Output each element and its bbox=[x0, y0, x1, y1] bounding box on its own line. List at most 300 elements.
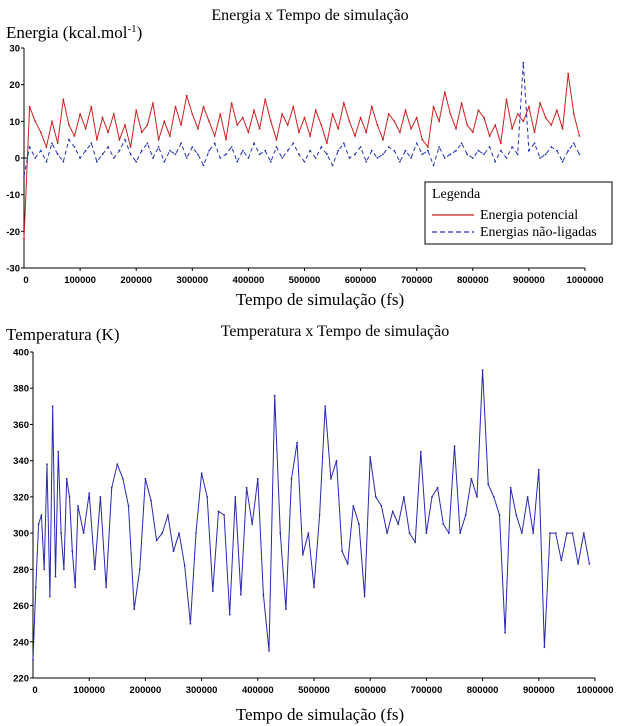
data-point bbox=[88, 492, 90, 494]
x-tick-label: 800000 bbox=[466, 685, 499, 696]
data-point bbox=[354, 135, 356, 137]
data-point bbox=[264, 98, 266, 100]
data-point bbox=[197, 153, 199, 155]
data-point bbox=[377, 124, 379, 126]
data-point bbox=[77, 505, 79, 507]
data-point bbox=[309, 150, 311, 152]
x-tick-label: 400000 bbox=[241, 685, 274, 696]
data-point bbox=[43, 568, 45, 570]
data-point bbox=[124, 124, 126, 126]
data-point bbox=[152, 102, 154, 104]
data-point bbox=[589, 563, 591, 565]
data-point bbox=[482, 369, 484, 371]
data-point bbox=[410, 128, 412, 130]
x-tick-label: 900000 bbox=[513, 275, 545, 286]
energy-chart-title: Energia x Tempo de simulação bbox=[211, 7, 409, 24]
data-point bbox=[371, 106, 373, 108]
y-tick-label: -20 bbox=[6, 226, 20, 238]
x-tick-label-origin: 0 bbox=[32, 685, 38, 696]
data-point bbox=[85, 128, 87, 130]
data-point bbox=[567, 73, 569, 75]
data-point bbox=[236, 161, 238, 163]
data-point bbox=[326, 142, 328, 144]
data-point bbox=[147, 142, 149, 144]
data-point bbox=[349, 120, 351, 122]
data-point bbox=[231, 102, 233, 104]
data-point bbox=[69, 496, 71, 498]
data-point bbox=[223, 514, 225, 516]
data-point bbox=[393, 150, 395, 152]
data-point bbox=[145, 478, 147, 480]
data-point bbox=[122, 478, 124, 480]
data-point bbox=[388, 113, 390, 115]
data-point bbox=[150, 500, 152, 502]
data-point bbox=[287, 150, 289, 152]
data-point bbox=[229, 614, 231, 616]
data-point bbox=[46, 463, 48, 465]
data-point bbox=[57, 451, 59, 453]
y-tick-label: 10 bbox=[9, 116, 20, 128]
data-point bbox=[500, 142, 502, 144]
data-point bbox=[405, 150, 407, 152]
data-point bbox=[521, 532, 523, 534]
data-point bbox=[504, 632, 506, 634]
data-point bbox=[52, 405, 54, 407]
x-tick-label: 500000 bbox=[288, 275, 321, 286]
data-point bbox=[324, 405, 326, 407]
data-point bbox=[23, 175, 25, 177]
data-point bbox=[208, 150, 210, 152]
series-line-0 bbox=[33, 370, 589, 660]
data-point bbox=[544, 646, 546, 648]
data-point bbox=[416, 142, 418, 144]
data-point bbox=[365, 161, 367, 163]
data-point bbox=[510, 487, 512, 489]
data-point bbox=[549, 532, 551, 534]
x-tick-label: 600000 bbox=[344, 275, 377, 286]
data-point bbox=[450, 153, 452, 155]
data-point bbox=[567, 150, 569, 152]
data-point bbox=[579, 135, 581, 137]
y-tick-label: -10 bbox=[6, 190, 20, 202]
data-point bbox=[79, 113, 81, 115]
data-point bbox=[315, 109, 317, 111]
data-point bbox=[152, 157, 154, 159]
energy-axes bbox=[6, 44, 603, 287]
data-point bbox=[178, 532, 180, 534]
temperature-x-axis-label: Tempo de simulação (fs) bbox=[235, 705, 405, 724]
data-point bbox=[113, 113, 115, 115]
data-point bbox=[421, 153, 423, 155]
data-point bbox=[276, 139, 278, 141]
data-point bbox=[208, 120, 210, 122]
data-point bbox=[34, 120, 36, 122]
data-point bbox=[218, 511, 220, 513]
x-tick-label: 1000000 bbox=[576, 685, 614, 696]
data-point bbox=[57, 153, 59, 155]
y-tick-label: 360 bbox=[13, 419, 29, 431]
data-point bbox=[242, 150, 244, 152]
data-point bbox=[382, 139, 384, 141]
data-point bbox=[410, 157, 412, 159]
data-point bbox=[493, 496, 495, 498]
data-point bbox=[332, 113, 334, 115]
data-point bbox=[499, 514, 501, 516]
data-point bbox=[102, 117, 104, 119]
data-point bbox=[330, 478, 332, 480]
data-point bbox=[62, 161, 64, 163]
data-point bbox=[105, 587, 107, 589]
data-point bbox=[304, 117, 306, 119]
data-point bbox=[197, 128, 199, 130]
data-point bbox=[583, 532, 585, 534]
data-point bbox=[74, 146, 76, 148]
data-point bbox=[102, 153, 104, 155]
data-point bbox=[562, 161, 564, 163]
data-point bbox=[360, 117, 362, 119]
data-point bbox=[403, 496, 405, 498]
data-point bbox=[471, 478, 473, 480]
data-point bbox=[483, 153, 485, 155]
data-point bbox=[472, 157, 474, 159]
data-point bbox=[332, 164, 334, 166]
data-point bbox=[74, 587, 76, 589]
data-point bbox=[130, 153, 132, 155]
x-tick-label: 800000 bbox=[456, 275, 489, 286]
data-point bbox=[409, 532, 411, 534]
data-point bbox=[556, 109, 558, 111]
data-point bbox=[158, 146, 160, 148]
data-point bbox=[62, 98, 64, 100]
data-point bbox=[285, 608, 287, 610]
data-point bbox=[191, 146, 193, 148]
data-point bbox=[560, 559, 562, 561]
data-point bbox=[476, 496, 478, 498]
x-tick-label-origin: 0 bbox=[23, 275, 29, 286]
data-point bbox=[191, 113, 193, 115]
data-point bbox=[528, 150, 530, 152]
data-point bbox=[96, 139, 98, 141]
y-tick-label: 0 bbox=[14, 153, 20, 165]
y-tick-label: 380 bbox=[13, 383, 29, 395]
data-point bbox=[212, 590, 214, 592]
data-point bbox=[119, 150, 121, 152]
data-point bbox=[309, 135, 311, 137]
data-point bbox=[414, 541, 416, 543]
data-point bbox=[40, 150, 42, 152]
data-point bbox=[190, 623, 192, 625]
y-tick-label: 320 bbox=[13, 492, 29, 504]
data-point bbox=[371, 150, 373, 152]
data-point bbox=[511, 128, 513, 130]
data-point bbox=[274, 395, 276, 397]
energy-legend bbox=[425, 182, 612, 244]
x-tick-label: 500000 bbox=[298, 685, 330, 696]
data-point bbox=[534, 131, 536, 133]
data-point bbox=[483, 117, 485, 119]
data-point bbox=[130, 146, 132, 148]
data-point bbox=[534, 142, 536, 144]
data-point bbox=[539, 157, 541, 159]
data-point bbox=[393, 120, 395, 122]
data-point bbox=[195, 532, 197, 534]
y-tick-label: 400 bbox=[13, 347, 29, 359]
data-point bbox=[248, 131, 250, 133]
data-point bbox=[270, 161, 272, 163]
data-point bbox=[119, 139, 121, 141]
data-point bbox=[562, 128, 564, 130]
data-point bbox=[444, 157, 446, 159]
data-point bbox=[511, 146, 513, 148]
data-point bbox=[337, 128, 339, 130]
data-point bbox=[214, 135, 216, 137]
data-point bbox=[478, 109, 480, 111]
data-point bbox=[63, 568, 65, 570]
data-point bbox=[186, 157, 188, 159]
data-point bbox=[320, 124, 322, 126]
y-tick-label: -30 bbox=[6, 263, 20, 275]
data-point bbox=[347, 563, 349, 565]
data-point bbox=[163, 161, 165, 163]
data-point bbox=[234, 496, 236, 498]
data-point bbox=[107, 131, 109, 133]
data-point bbox=[281, 113, 283, 115]
series-line-1 bbox=[24, 63, 579, 177]
data-point bbox=[133, 608, 135, 610]
data-point bbox=[186, 95, 188, 97]
data-point bbox=[34, 157, 36, 159]
data-point bbox=[337, 150, 339, 152]
data-point bbox=[116, 463, 118, 465]
data-point bbox=[579, 153, 581, 155]
data-point bbox=[369, 456, 371, 458]
data-point bbox=[573, 142, 575, 144]
data-point bbox=[74, 135, 76, 137]
data-point bbox=[431, 496, 433, 498]
energy-y-axis-label: Energia (kcal.mol$^{-1}$) bbox=[6, 23, 143, 42]
data-point bbox=[377, 157, 379, 159]
data-point bbox=[83, 532, 85, 534]
data-point bbox=[572, 532, 574, 534]
data-point bbox=[478, 150, 480, 152]
data-point bbox=[156, 540, 158, 542]
data-point bbox=[522, 62, 524, 64]
data-point bbox=[41, 514, 43, 516]
data-point bbox=[184, 565, 186, 567]
data-point bbox=[246, 487, 248, 489]
data-point bbox=[427, 150, 429, 152]
data-point bbox=[71, 550, 73, 552]
data-point bbox=[397, 523, 399, 525]
data-point bbox=[139, 568, 141, 570]
data-point bbox=[420, 451, 422, 453]
data-point bbox=[459, 532, 461, 534]
data-point bbox=[487, 483, 489, 485]
data-point bbox=[57, 142, 59, 144]
data-point bbox=[173, 550, 175, 552]
data-point bbox=[248, 157, 250, 159]
data-point bbox=[225, 153, 227, 155]
data-point bbox=[158, 139, 160, 141]
data-point bbox=[302, 554, 304, 556]
data-point bbox=[259, 153, 261, 155]
data-point bbox=[167, 514, 169, 516]
data-point bbox=[79, 157, 81, 159]
data-point bbox=[231, 146, 233, 148]
data-point bbox=[90, 142, 92, 144]
x-tick-label: 700000 bbox=[410, 685, 443, 696]
data-point bbox=[313, 587, 315, 589]
data-point bbox=[298, 131, 300, 133]
data-point bbox=[444, 91, 446, 93]
data-point bbox=[343, 142, 345, 144]
data-point bbox=[107, 146, 109, 148]
data-point bbox=[46, 161, 48, 163]
data-point bbox=[55, 576, 57, 578]
data-point bbox=[566, 532, 568, 534]
data-point bbox=[489, 135, 491, 137]
data-point bbox=[399, 131, 401, 133]
data-point bbox=[382, 153, 384, 155]
data-point bbox=[259, 128, 261, 130]
data-point bbox=[253, 142, 255, 144]
data-point bbox=[141, 131, 143, 133]
y-tick-label: 280 bbox=[13, 564, 29, 576]
data-point bbox=[416, 117, 418, 119]
data-point bbox=[147, 124, 149, 126]
data-point bbox=[392, 511, 394, 513]
data-point bbox=[60, 532, 62, 534]
data-point bbox=[51, 142, 53, 144]
data-point bbox=[263, 594, 265, 596]
data-point bbox=[433, 164, 435, 166]
data-point bbox=[421, 139, 423, 141]
data-point bbox=[573, 113, 575, 115]
data-point bbox=[113, 157, 115, 159]
data-point bbox=[388, 146, 390, 148]
data-point bbox=[29, 106, 31, 108]
data-point bbox=[180, 124, 182, 126]
y-tick-label: 300 bbox=[13, 528, 29, 540]
data-point bbox=[161, 532, 163, 534]
data-point bbox=[66, 478, 68, 480]
data-point bbox=[23, 238, 25, 240]
data-point bbox=[100, 496, 102, 498]
data-point bbox=[94, 568, 96, 570]
data-point bbox=[49, 596, 51, 598]
x-tick-label: 400000 bbox=[232, 275, 265, 286]
data-point bbox=[465, 514, 467, 516]
data-point bbox=[405, 109, 407, 111]
data-point bbox=[454, 445, 456, 447]
data-point bbox=[276, 146, 278, 148]
data-point bbox=[51, 120, 53, 122]
data-point bbox=[40, 131, 42, 133]
data-point bbox=[175, 106, 177, 108]
energy-chart bbox=[6, 7, 612, 309]
data-point bbox=[494, 161, 496, 163]
data-point bbox=[206, 496, 208, 498]
data-point bbox=[438, 120, 440, 122]
data-point bbox=[169, 135, 171, 137]
data-point bbox=[163, 120, 165, 122]
data-point bbox=[219, 157, 221, 159]
data-point bbox=[240, 594, 242, 596]
data-point bbox=[225, 139, 227, 141]
data-point bbox=[461, 142, 463, 144]
data-point bbox=[253, 109, 255, 111]
data-point bbox=[201, 472, 203, 474]
data-point bbox=[360, 146, 362, 148]
data-point bbox=[111, 487, 113, 489]
temperature-y-axis-label: Temperatura (K) bbox=[6, 325, 120, 344]
data-point bbox=[358, 523, 360, 525]
data-point bbox=[336, 460, 338, 462]
data-point bbox=[381, 505, 383, 507]
data-point bbox=[135, 109, 137, 111]
temperature-chart bbox=[6, 323, 613, 724]
data-point bbox=[135, 161, 137, 163]
x-tick-label: 200000 bbox=[129, 685, 162, 696]
data-point bbox=[242, 117, 244, 119]
data-point bbox=[545, 153, 547, 155]
energy-x-axis-label: Tempo de simulação (fs) bbox=[235, 290, 405, 309]
data-point bbox=[437, 487, 439, 489]
data-point bbox=[343, 102, 345, 104]
data-point bbox=[304, 161, 306, 163]
data-point bbox=[461, 102, 463, 104]
data-point bbox=[427, 146, 429, 148]
data-point bbox=[128, 505, 130, 507]
data-point bbox=[68, 139, 70, 141]
data-point bbox=[506, 98, 508, 100]
temperature-chart-title: Temperatura x Tempo de simulação bbox=[220, 323, 450, 340]
data-point bbox=[517, 153, 519, 155]
data-point bbox=[442, 523, 444, 525]
data-point bbox=[545, 117, 547, 119]
data-point bbox=[539, 102, 541, 104]
data-point bbox=[433, 106, 435, 108]
data-point bbox=[38, 523, 40, 525]
data-point bbox=[399, 161, 401, 163]
data-point bbox=[555, 532, 557, 534]
y-tick-label: 240 bbox=[13, 637, 29, 649]
data-point bbox=[175, 153, 177, 155]
data-point bbox=[494, 124, 496, 126]
data-point bbox=[364, 596, 366, 598]
data-point bbox=[466, 153, 468, 155]
data-point bbox=[438, 146, 440, 148]
data-point bbox=[219, 113, 221, 115]
data-point bbox=[281, 157, 283, 159]
data-point bbox=[550, 146, 552, 148]
x-tick-label: 300000 bbox=[176, 275, 209, 286]
y-tick-label: 220 bbox=[13, 673, 29, 685]
data-point bbox=[236, 124, 238, 126]
data-point bbox=[85, 150, 87, 152]
y-tick-label: 30 bbox=[9, 43, 20, 55]
data-point bbox=[386, 532, 388, 534]
data-point bbox=[326, 153, 328, 155]
y-tick-label: 260 bbox=[13, 601, 29, 613]
data-point bbox=[124, 139, 126, 141]
data-point bbox=[296, 442, 298, 444]
data-point bbox=[141, 150, 143, 152]
data-point bbox=[270, 120, 272, 122]
data-point bbox=[292, 142, 294, 144]
data-point bbox=[35, 587, 37, 589]
data-point bbox=[203, 106, 205, 108]
